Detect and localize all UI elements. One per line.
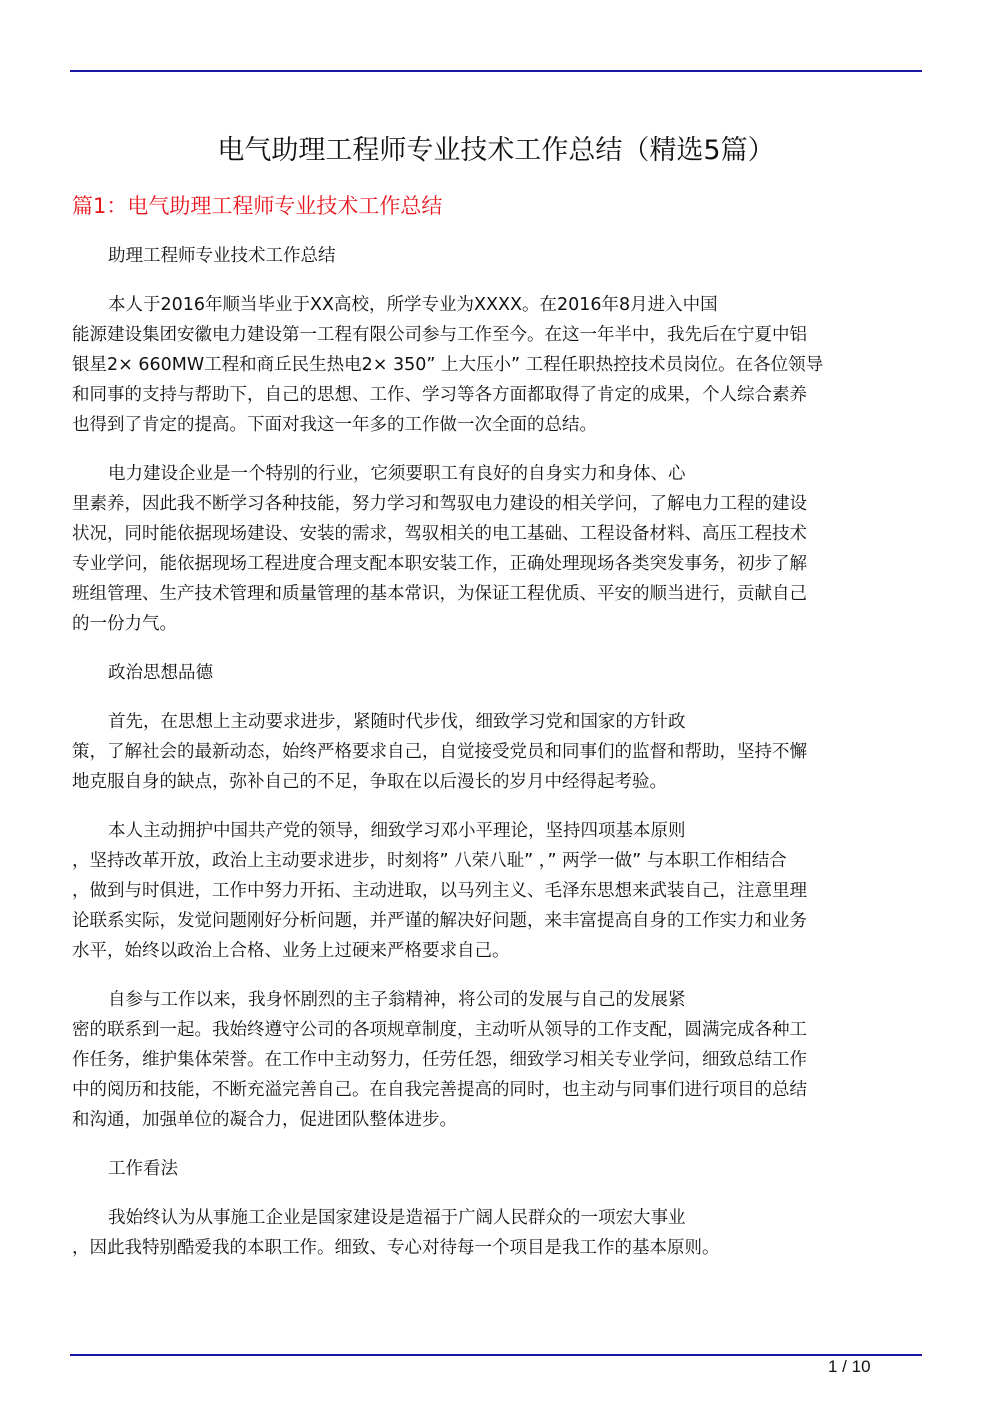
- text-line: 助理工程师专业技术工作总结: [108, 246, 336, 266]
- paragraph: [72, 985, 917, 1135]
- text-line: 能源建设集团安徽电力建设第一工程有限公司参与工作至今。在这一年半中，我先后在宁夏中铝: [72, 325, 807, 345]
- document-title: 电气助理工程师专业技术工作总结（精选5篇）: [217, 135, 775, 166]
- text-line: 和沟通，加强单位的凝合力，促进团队整体进步。: [72, 1110, 457, 1130]
- text-line: ，因此我特别酷爱我的本职工作。细致、专心对待每一个项目是我工作的基本原则。: [72, 1238, 720, 1258]
- subheading: [72, 241, 917, 271]
- text-line: 也得到了肯定的提高。下面对我这一年多的工作做一次全面的总结。: [72, 415, 597, 435]
- header-rule: [70, 70, 922, 72]
- text-line: 我始终认为从事施工企业是国家建设是造福于广阔人民群众的一项宏大事业: [108, 1208, 686, 1228]
- text-line: 的一份力气。: [72, 614, 177, 634]
- subheading: [72, 1154, 917, 1184]
- text-line: 电力建设企业是一个特别的行业，它须要职工有良好的自身实力和身体、心: [108, 464, 686, 484]
- subheading: [72, 658, 917, 688]
- text-line: 本人于2016年顺当毕业于XX高校，所学专业为XXXX。在2016年8月进入中国: [108, 295, 718, 315]
- section-heading: 篇1：电气助理工程师专业技术工作总结: [72, 194, 443, 218]
- text-line: 专业学问，能依据现场工程进度合理支配本职安装工作，正确处理现场各类突发事务，初步了解: [72, 554, 807, 574]
- text-line: 水平，始终以政治上合格、业务上过硬来严格要求自己。: [72, 941, 510, 961]
- page-number: 1 / 10: [828, 1357, 871, 1376]
- footer-rule: [70, 1354, 922, 1356]
- text-line: 工作看法: [108, 1159, 178, 1179]
- paragraph: [72, 290, 917, 440]
- paragraph: [72, 459, 917, 639]
- text-line: 本人主动拥护中国共产党的领导，细致学习邓小平理论，坚持四项基本原则: [108, 821, 686, 841]
- document-body: [72, 241, 917, 1282]
- text-line: 地克服自身的缺点，弥补自己的不足，争取在以后漫长的岁月中经得起考验。: [72, 772, 667, 792]
- text-line: 密的联系到一起。我始终遵守公司的各项规章制度，主动听从领导的工作支配，圆满完成各种工: [72, 1020, 807, 1040]
- text-line: 首先，在思想上主动要求进步，紧随时代步伐，细致学习党和国家的方针政: [108, 712, 686, 732]
- text-line: 状况，同时能依据现场建设、安装的需求，驾驭相关的电工基础、工程设备材料、高压工程技术: [72, 524, 807, 544]
- text-line: 中的阅历和技能，不断充溢完善自己。在自我完善提高的同时，也主动与同事们进行项目的总结: [72, 1080, 807, 1100]
- paragraph: [72, 816, 917, 966]
- text-line: 和同事的支持与帮助下，自己的思想、工作、学习等各方面都取得了肯定的成果，个人综合素养: [72, 385, 807, 405]
- text-line: ，坚持改革开放，政治上主动要求进步，时刻将” 八荣八耻” ，” 两学一做” 与本职工作相结合: [72, 851, 787, 871]
- text-line: 作任务，维护集体荣誉。在工作中主动努力，任劳任怨，细致学习相关专业学问，细致总结工作: [72, 1050, 807, 1070]
- paragraph: [72, 1203, 917, 1263]
- text-line: 政治思想品德: [108, 663, 213, 683]
- text-line: ，做到与时俱进，工作中努力开拓、主动进取，以马列主义、毛泽东思想来武装自己，注意里理: [72, 881, 807, 901]
- text-line: 论联系实际，发觉问题刚好分析问题，并严谨的解决好问题，来丰富提高自身的工作实力和业务: [72, 911, 807, 931]
- text-line: 里素养，因此我不断学习各种技能，努力学习和驾驭电力建设的相关学问，了解电力工程的建设: [72, 494, 807, 514]
- text-line: 班组管理、生产技术管理和质量管理的基本常识，为保证工程优质、平安的顺当进行，贡献自己: [72, 584, 807, 604]
- text-line: 自参与工作以来，我身怀剧烈的主子翁精神，将公司的发展与自己的发展紧: [108, 990, 686, 1010]
- paragraph: [72, 707, 917, 797]
- text-line: 银星2× 660MW工程和商丘民生热电2× 350” 上大压小” 工程任职热控技术员岗位。在各位领导: [72, 355, 824, 375]
- text-line: 策，了解社会的最新动态，始终严格要求自己，自觉接受党员和同事们的监督和帮助，坚持不懈: [72, 742, 807, 762]
